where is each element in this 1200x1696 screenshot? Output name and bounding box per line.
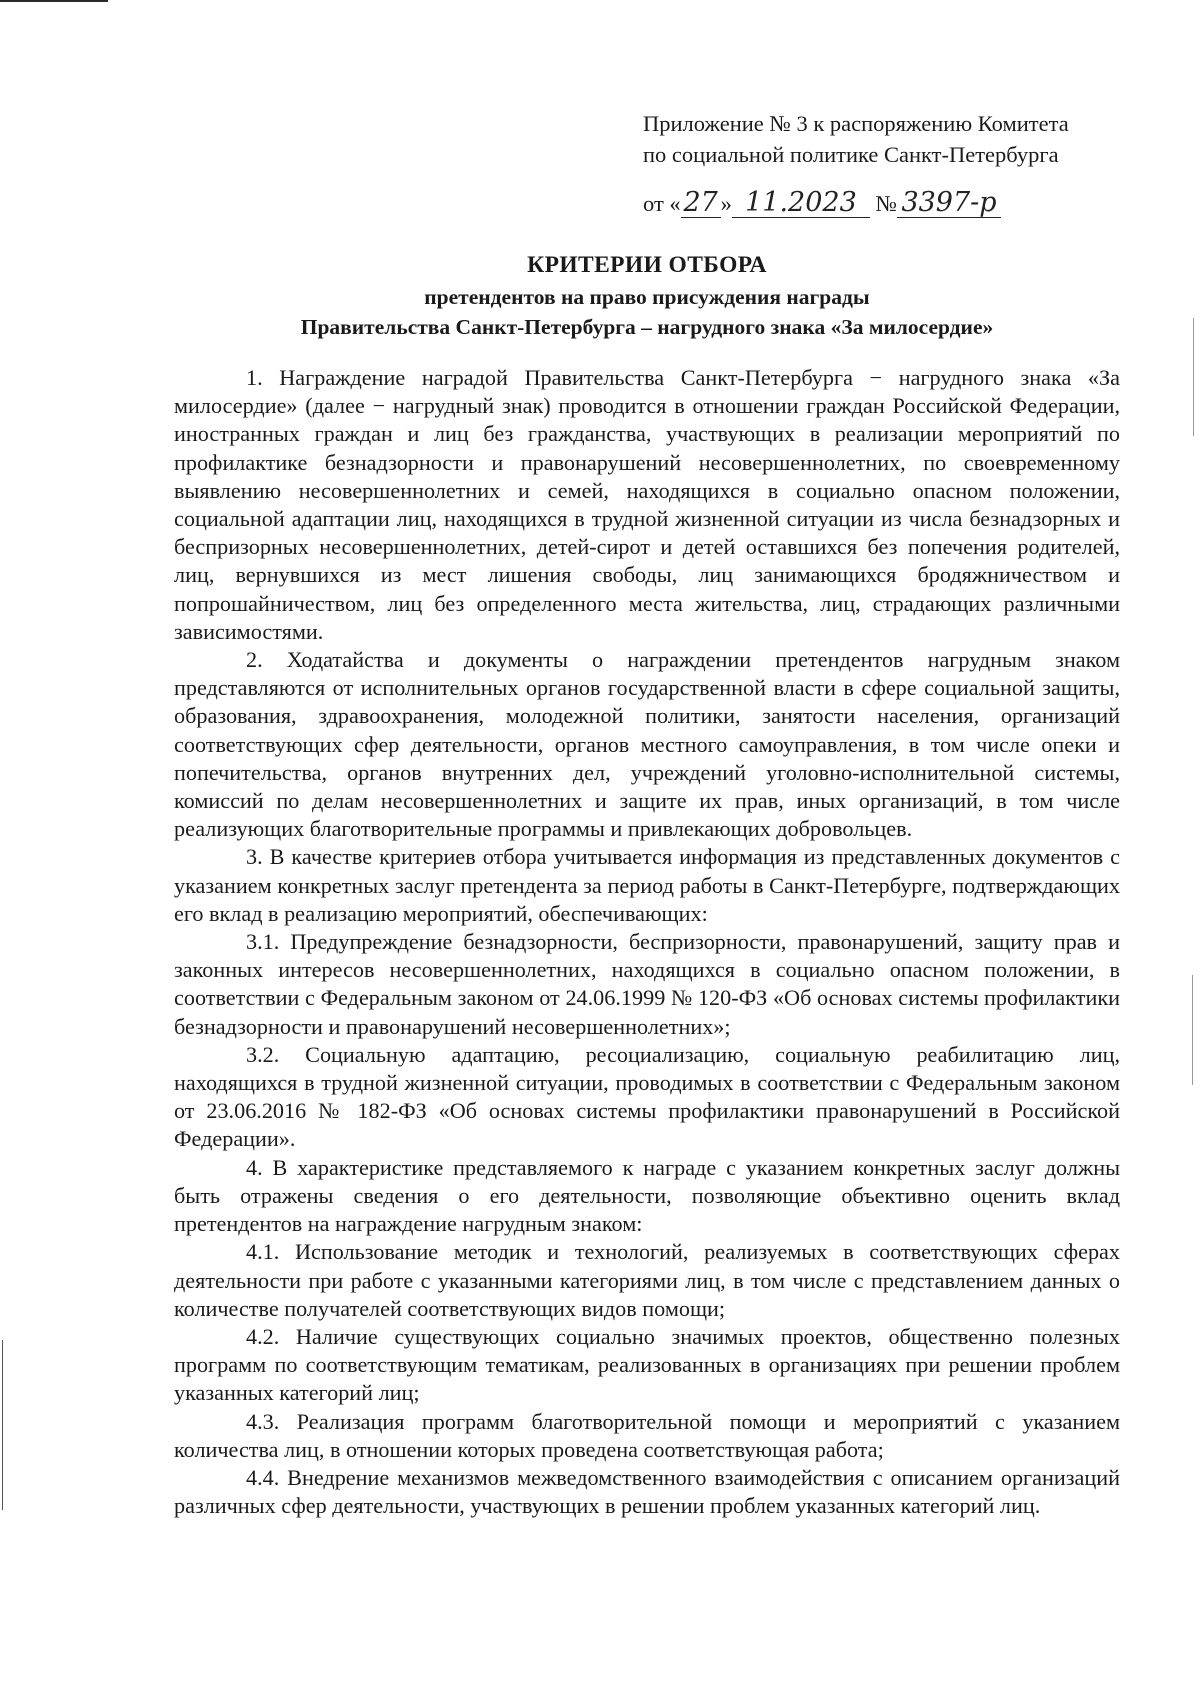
order-date-number xyxy=(643,187,1163,230)
document-subtitle-line-1: претендентов на право присуждения награды xyxy=(424,285,870,309)
document-subtitle-line-2: Правительства Санкт-Петербурга – нагрудного знака «За милосердие» xyxy=(300,315,994,339)
paragraph-3-1: 3.1. Предупреждение безнадзорности, беспризорности, правонарушений, защиту прав и законных интересов несовершеннолетних, находящихся в социально опасном положении, в соответствии с Федеральным законом от 24.06.1999 № 120-ФЗ «Об основах системы профилактики безнадзорности и правонарушений несовершеннолетних»; xyxy=(174,929,1120,1039)
date-prefix: от « xyxy=(643,191,681,216)
appendix-line-2: по социальной политике Санкт-Петербурга xyxy=(643,142,1059,167)
scan-edge-mark xyxy=(1193,318,1194,436)
handwritten-order-number: 3397-р xyxy=(901,187,997,218)
handwritten-month-year: 11.2023 xyxy=(745,187,857,218)
number-sign: № xyxy=(875,191,898,216)
date-quote-close: » xyxy=(720,191,732,216)
appendix-line-1: Приложение № 3 к распоряжению Комитета xyxy=(643,111,1069,136)
paragraph-4-1: 4.1. Использование методик и технологий, реализуемых в соответствующих сферах деятельности при работе с указанными категориями лиц, в том числе с представлением данных о количестве получателей соответствующих видов помощи; xyxy=(174,1239,1120,1321)
document-body xyxy=(174,364,1120,1520)
appendix-header xyxy=(643,108,1163,170)
document-title: КРИТЕРИИ ОТБОРА xyxy=(527,252,767,278)
handwritten-day: 27 xyxy=(683,187,718,218)
paragraph-4-2: 4.2. Наличие существующих социально значимых проектов, общественно полезных программ по соответствующим тематикам, реализованных в организациях при решении проблем указанных категорий лиц; xyxy=(174,1323,1120,1406)
scan-corner-mark xyxy=(0,0,108,2)
paragraph-2: 2. Ходатайства и документы о награждении претендентов нагрудным знаком представляются от исполнительных органов государственной власти в сфере социальной защиты, образования, здравоохранения, молодежной политики, занятости населения, организаций соответствующих сфер деятельности, органов местного самоуправления, в том числе опеки и попечительства, органов внутренних дел, учреждений уголовно-исполнительной системы, комиссий по делам несовершеннолетних и защите их прав, иных организаций, в том числе реализующих благотворительные программы и привлекающих добровольцев. xyxy=(174,647,1120,842)
paragraph-4-4: 4.4. Внедрение механизмов межведомственного взаимодействия с описанием организаций различных сфер деятельности, участвующих в решении проблем указанных категорий лиц. xyxy=(174,1464,1120,1519)
scan-edge-mark xyxy=(1192,975,1193,1085)
paragraph-4-3: 4.3. Реализация программ благотворительной помощи и мероприятий с указанием количества лиц, в отношении которых проведена соответствующая работа; xyxy=(174,1408,1120,1462)
paragraph-3: 3. В качестве критериев отбора учитывается информация из представленных документов с указанием конкретных заслуг претендента за период работы в Санкт-Петербурге, подтверждающих его вклад в реализацию мероприятий, обеспечивающих: xyxy=(174,844,1120,926)
paragraph-4: 4. В характеристике представляемого к награде с указанием конкретных заслуг должны быть отражены сведения о его деятельности, позволяющие объективно оценить вклад претендентов на награждение нагрудным знаком: xyxy=(174,1154,1120,1237)
scan-edge-mark xyxy=(2,1340,3,1510)
paragraph-3-2: 3.2. Социальную адаптацию, ресоциализацию, социальную реабилитацию лиц, находящихся в трудной жизненной ситуации, проводимых в соответствии с Федеральным законом от 23.06.2016 № 182-ФЗ «Об основах системы профилактики правонарушений в Российской Федерации». xyxy=(174,1041,1120,1152)
paragraph-1: 1. Награждение наградой Правительства Санкт-Петербурга − нагрудного знака «За милосердие» (далее − нагрудный знак) проводится в отношении граждан Российской Федерации, иностранных граждан и лиц без гражданства, участвующих в реализации мероприятий по профилактике безнадзорности и правонарушений несовершеннолетних, по своевременному выявлению несовершеннолетних и семей, находящихся в социально опасном положении, социальной адаптации лиц, находящихся в трудной жизненной ситуации из числа безнадзорных и беспризорных несовершеннолетних, детей-сирот и детей оставшихся без попечения родителей, лиц, вернувшихся из мест лишения свободы, лиц занимающихся бродяжничеством и попрошайничеством, лиц без определенного места жительства, лиц, страдающих различными зависимостями. xyxy=(174,365,1120,644)
